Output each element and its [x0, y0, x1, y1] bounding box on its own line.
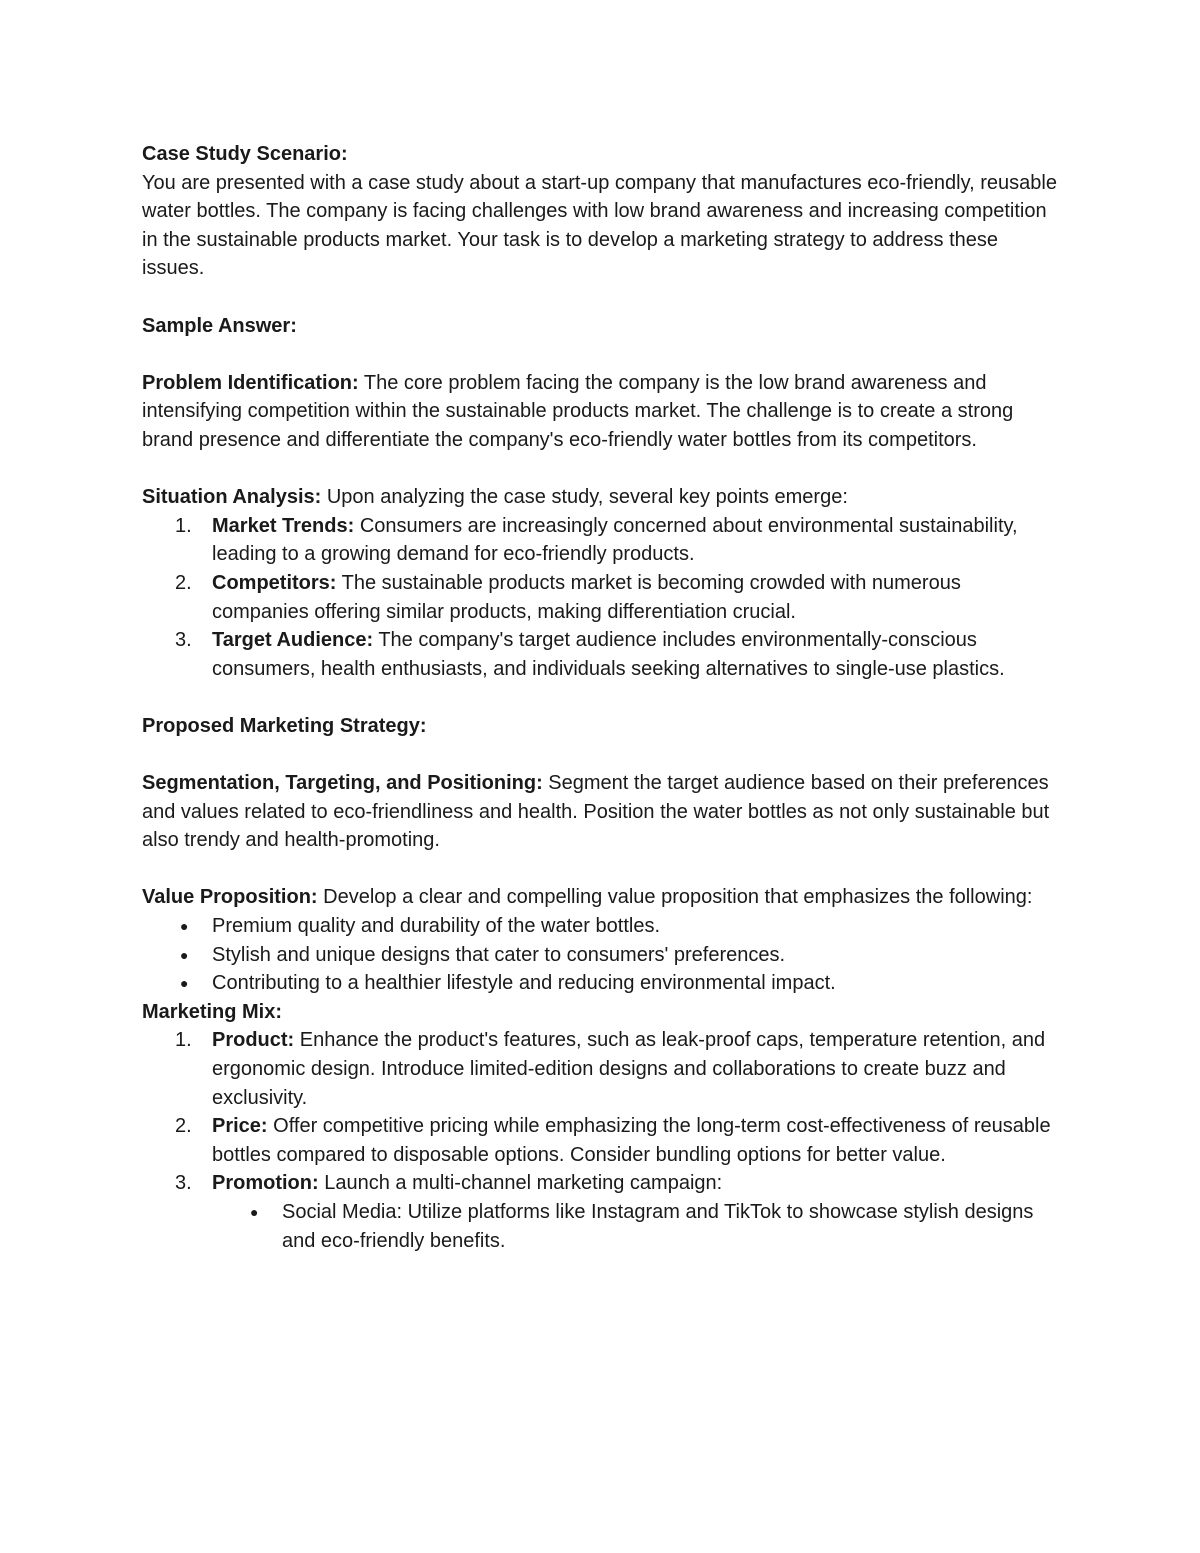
- problem-text: The core problem facing the company is the low brand awareness and intensifying competition within the sustainable products market. The challenge is to create a strong brand presence and differentiate the company's eco-friendly water bottles from its competitors.: [142, 371, 1014, 451]
- item-label: Market Trends:: [212, 514, 355, 537]
- bullet-icon: ●: [180, 975, 189, 992]
- item-label: Competitors:: [212, 571, 337, 594]
- spacer: [142, 855, 1062, 884]
- strategy-heading: Proposed Marketing Strategy:: [142, 714, 427, 737]
- problem-label: Problem Identification:: [142, 371, 359, 394]
- spacer: [142, 683, 1062, 712]
- list-item: [142, 1026, 1062, 1112]
- item-text: Enhance the product's features, such as leak-proof caps, temperature retention, and ergonomic design. Introduce limited-edition designs and collaborations to create buzz and exclusivity.: [212, 1029, 1046, 1109]
- spacer: [142, 455, 1062, 484]
- value-prop-list: [142, 912, 1062, 998]
- item-text: The company's target audience includes environmentally-conscious consumers, health enthusiasts, and individuals seeking alternatives to single-use plastics.: [212, 629, 1005, 680]
- marketing-mix-heading: Marketing Mix:: [142, 1000, 283, 1023]
- item-label: Price:: [212, 1115, 268, 1138]
- bullet-icon: ●: [180, 918, 189, 935]
- spacer: [142, 340, 1062, 369]
- item-text: Launch a multi-channel marketing campaign:: [318, 1172, 723, 1195]
- stp-label: Segmentation, Targeting, and Positioning:: [142, 772, 543, 795]
- item-label: Product:: [212, 1029, 295, 1052]
- case-study-body: You are presented with a case study about a start-up company that manufactures eco-friendly, reusable water bottles. The company is facing challenges with low brand awareness and increasing competition in the sustainable products market. Your task is to develop a marketing strategy to address these issues.: [142, 171, 1057, 280]
- document-page: [142, 140, 1062, 1255]
- list-item: [142, 941, 1062, 970]
- list-number: 1.: [175, 514, 192, 537]
- list-item: [142, 569, 1062, 626]
- situation-list: [142, 512, 1062, 684]
- list-item: [142, 969, 1062, 998]
- list-number: 1.: [175, 1029, 192, 1052]
- item-text: Premium quality and durability of the water bottles.: [212, 915, 660, 938]
- value-prop-text: Develop a clear and compelling value proposition that emphasizes the following:: [317, 886, 1033, 909]
- list-item: [142, 512, 1062, 569]
- promotion-sub-list: [142, 1198, 1062, 1255]
- list-item: [142, 1169, 1062, 1198]
- item-text: Contributing to a healthier lifestyle and reducing environmental impact.: [212, 972, 836, 995]
- stp-paragraph: [142, 769, 1062, 855]
- list-number: 3.: [175, 1172, 192, 1195]
- bullet-icon: ●: [180, 946, 189, 963]
- bullet-icon: ●: [250, 1203, 259, 1220]
- list-item: [142, 1112, 1062, 1169]
- list-item: [142, 1198, 1062, 1255]
- sample-answer-heading: Sample Answer:: [142, 314, 297, 337]
- item-text: Offer competitive pricing while emphasizing the long-term cost-effectiveness of reusable bottles compared to disposable options. Consider bundling options for better value.: [212, 1115, 1051, 1166]
- item-text: Stylish and unique designs that cater to consumers' preferences.: [212, 943, 786, 966]
- situation-analysis: [142, 483, 1062, 512]
- item-text: The sustainable products market is becoming crowded with numerous companies offering similar products, making differentiation crucial.: [212, 571, 961, 623]
- list-item: [142, 912, 1062, 941]
- list-item: [142, 626, 1062, 683]
- value-proposition: [142, 883, 1062, 912]
- stp-text: Segment the target audience based on their preferences and values related to eco-friendliness and health. Position the water bottles as not only sustainable but also trendy and health-promoting.: [142, 772, 1050, 852]
- list-number: 3.: [175, 629, 192, 652]
- item-text: Social Media: Utilize platforms like Instagram and TikTok to showcase stylish designs and eco-friendly benefits.: [282, 1200, 1034, 1252]
- list-number: 2.: [175, 571, 192, 594]
- item-label: Promotion:: [212, 1172, 319, 1195]
- list-number: 2.: [175, 1115, 192, 1138]
- situation-text: Upon analyzing the case study, several key points emerge:: [321, 486, 848, 509]
- spacer: [142, 740, 1062, 769]
- case-study-heading: Case Study Scenario:: [142, 143, 348, 165]
- marketing-mix-list: [142, 1026, 1062, 1198]
- value-prop-label: Value Proposition:: [142, 886, 318, 909]
- problem-identification: [142, 369, 1062, 455]
- item-label: Target Audience:: [212, 629, 374, 652]
- spacer: [142, 283, 1062, 312]
- item-text: Consumers are increasingly concerned about environmental sustainability, leading to a growing demand for eco-friendly products.: [212, 514, 1018, 566]
- situation-label: Situation Analysis:: [142, 486, 322, 509]
